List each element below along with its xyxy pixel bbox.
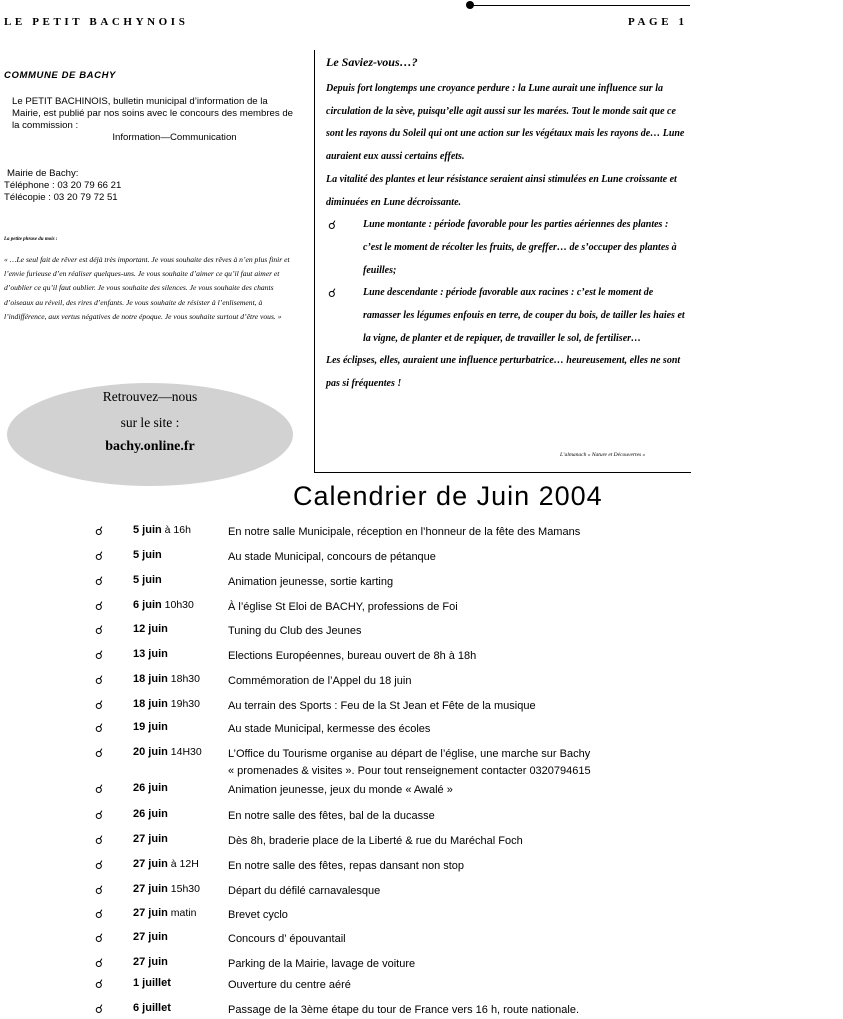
saviez-paragraph-3: Les éclipses, elles, auraient une influence perturbatrice… heureusement, elles ne sont pas si fréquentes !	[326, 355, 681, 390]
bullet-mark-icon: ☌	[328, 218, 337, 233]
mairie-contact	[4, 168, 121, 204]
bullet-mark-icon: ☌	[95, 599, 104, 613]
event-time: 19h30	[167, 698, 200, 710]
bullet-mark-icon: ☌	[95, 721, 104, 735]
calendar-event-row	[0, 623, 843, 643]
calendar-event-row	[0, 907, 843, 927]
event-description: Animation jeunesse, jeux du monde « Awalé »	[228, 784, 453, 796]
quote-title: La petite phrase du mois :	[4, 237, 58, 242]
event-date: 27 juin à 12H	[133, 858, 199, 870]
saviez-vous-title: Le Saviez-vous…?	[326, 55, 418, 69]
calendar-event-row	[0, 574, 843, 594]
event-description: Concours d’ épouvantail	[228, 933, 346, 945]
event-date: 5 juin	[133, 574, 162, 586]
bullet-mark-icon: ☌	[95, 977, 104, 991]
calendar-event-row	[0, 549, 843, 569]
event-description: Au stade Municipal, kermesse des écoles	[228, 723, 431, 735]
calendar-event-row	[0, 808, 843, 828]
event-date: 27 juin matin	[133, 907, 197, 919]
event-time: 10h30	[161, 599, 194, 611]
header-rule	[470, 5, 690, 6]
event-description: En notre salle Municipale, réception en l’honneur de la fête des Mamans	[228, 526, 581, 538]
calendar-event-row	[0, 782, 843, 802]
event-description: Passage de la 3ème étape du tour de France vers 16 h, route nationale.	[228, 1004, 580, 1016]
bullet-mark-icon: ☌	[95, 858, 104, 872]
event-date: 5 juin	[133, 549, 162, 561]
event-time: à 16h	[161, 524, 191, 536]
calendar-event-row	[0, 977, 843, 997]
website-url[interactable]: bachy.online.fr	[105, 439, 195, 454]
bullet-mark-icon: ☌	[95, 782, 104, 796]
mairie-label: Mairie de Bachy:	[7, 168, 79, 179]
event-description: Au stade Municipal, concours de pétanque	[228, 551, 436, 563]
website-line-1: Retrouvez—nous	[102, 389, 198, 404]
saviez-bullet-1	[326, 214, 686, 282]
masthead: LE PETIT BACHYNOIS	[4, 16, 189, 28]
event-time: 14H30	[167, 746, 202, 758]
event-date: 27 juin	[133, 956, 168, 968]
calendar-event-row	[0, 883, 843, 903]
event-time: à 12H	[167, 858, 199, 870]
event-description: Parking de la Mairie, lavage de voiture	[228, 958, 416, 970]
event-description-continued: « promenades & visites ». Pour tout renseignement contacter 0320794615	[228, 765, 591, 777]
event-date: 13 juin	[133, 648, 168, 660]
saviez-bullet-2-text: Lune descendante : période favorable aux racines : c’est le moment de ramasser les légumes enfouis en terre, de couper du bois, de tailler les haies et la vigne, de planter et de repiquer, de travailler le sol, de fertiliser…	[363, 287, 685, 344]
event-description: Au terrain des Sports : Feu de la St Jean et Fête de la musique	[228, 700, 536, 712]
calendar-event-row	[0, 673, 843, 693]
bullet-mark-icon: ☌	[95, 524, 104, 538]
bulletin-intro	[12, 96, 297, 144]
bullet-mark-icon: ☌	[95, 931, 104, 945]
calendar-event-row	[0, 698, 843, 718]
event-description: Brevet cyclo	[228, 909, 288, 921]
bullet-mark-icon: ☌	[328, 286, 337, 301]
event-date: 5 juin à 16h	[133, 524, 191, 536]
bullet-mark-icon: ☌	[95, 808, 104, 822]
calendar-event-row	[0, 746, 843, 777]
bullet-mark-icon: ☌	[95, 883, 104, 897]
event-description: Dès 8h, braderie place de la Liberté & rue du Maréchal Foch	[228, 835, 523, 847]
calendar-title: Calendrier de Juin 2004	[293, 481, 603, 511]
event-description: Tuning du Club des Jeunes	[228, 625, 362, 637]
event-date: 1 juillet	[133, 977, 171, 989]
event-date: 26 juin	[133, 782, 168, 794]
event-date: 20 juin 14H30	[133, 746, 202, 758]
event-description: Commémoration de l’Appel du 18 juin	[228, 675, 412, 687]
commission-name: Information—Communication	[112, 132, 237, 143]
calendar-event-row	[0, 858, 843, 878]
event-description: En notre salle des fêtes, bal de la ducasse	[228, 810, 435, 822]
bullet-mark-icon: ☌	[95, 833, 104, 847]
mairie-telecopie: Télécopie : 03 20 79 72 51	[4, 192, 118, 203]
bullet-mark-icon: ☌	[95, 907, 104, 921]
calendar-event-row	[0, 1002, 843, 1019]
bullet-mark-icon: ☌	[95, 648, 104, 662]
event-date: 6 juin 10h30	[133, 599, 194, 611]
bullet-mark-icon: ☌	[95, 549, 104, 563]
mairie-telephone: Téléphone : 03 20 79 66 21	[4, 180, 122, 191]
commune-title: COMMUNE DE BACHY	[4, 70, 116, 81]
bullet-mark-icon: ☌	[95, 956, 104, 970]
event-description: En notre salle des fêtes, repas dansant non stop	[228, 860, 465, 872]
event-description: À l’église St Eloi de BACHY, professions de Foi	[228, 601, 458, 613]
bulletin-intro-text: Le PETIT BACHINOIS, bulletin municipal d’information de la Mairie, est publié par nos soins avec le concours des membres de la commission :	[12, 96, 294, 131]
event-date: 26 juin	[133, 808, 168, 820]
bullet-mark-icon: ☌	[95, 698, 104, 712]
event-date: 27 juin	[133, 931, 168, 943]
event-date: 18 juin 18h30	[133, 673, 200, 685]
event-date: 12 juin	[133, 623, 168, 635]
bullet-mark-icon: ☌	[95, 1002, 104, 1016]
calendar-event-row	[0, 931, 843, 951]
event-description: Ouverture du centre aéré	[228, 979, 351, 991]
bullet-mark-icon: ☌	[95, 673, 104, 687]
saviez-bullet-2	[326, 282, 686, 350]
calendar-event-row	[0, 648, 843, 668]
event-description: Elections Européennes, bureau ouvert de 8h à 18h	[228, 650, 477, 662]
calendar-event-row	[0, 599, 843, 619]
bullet-mark-icon: ☌	[95, 746, 104, 760]
event-description: L’Office du Tourisme organise au départ de l’église, une marche sur Bachy « promenades & visites ». Pour tout renseignement contacter 0320794615	[228, 746, 668, 780]
bullet-mark-icon: ☌	[95, 574, 104, 588]
event-time: matin	[167, 907, 197, 919]
calendar-event-row	[0, 833, 843, 853]
calendar-event-row	[0, 956, 843, 976]
event-date: 19 juin	[133, 721, 168, 733]
calendar-event-row	[0, 524, 843, 544]
saviez-paragraph-2: La vitalité des plantes et leur résistance seraient ainsi stimulées en Lune croissante et diminuées en Lune décroissante.	[326, 173, 677, 208]
event-date: 27 juin	[133, 833, 168, 845]
event-date: 27 juin 15h30	[133, 883, 200, 895]
page-number: PAGE 1	[628, 16, 688, 28]
website-line-2: sur le site :	[120, 415, 180, 430]
event-date: 18 juin 19h30	[133, 698, 200, 710]
quote-text: « …Le seul fait de rêver est déjà très important. Je vous souhaite des rêves à n’en plus finir et l’envie furieuse d’en réaliser quelques-uns. Je vous souhaite d’aimer ce qu’il faut aimer et d’oublier ce qu’il faut oublier. Je vous souhaite des silences. Je vous souhaite des chants d’oiseaux au réveil, des rires d’enfants. Je vous souhaite de résister à l’enlisement, à l’indifférence, aux vertus négatives de notre époque. Je vous souhaite surtout d’être vous. »	[4, 255, 290, 321]
event-date: 6 juillet	[133, 1002, 171, 1014]
bullet-mark-icon: ☌	[95, 623, 104, 637]
calendar-event-row	[0, 721, 843, 741]
saviez-vous-body	[326, 78, 686, 396]
event-description: Départ du défilé carnavalesque	[228, 885, 381, 897]
saviez-paragraph-1: Depuis fort longtemps une croyance perdure : la Lune aurait une influence sur la circulation de la sève, puisqu’elle agit aussi sur les marées. Tout le monde sait que ce sont les rayons du Soleil qui ont une action sur les végétaux mais les rayons de… Lune auraient eux aussi certains effets.	[326, 83, 685, 163]
event-description: Animation jeunesse, sortie karting	[228, 576, 394, 588]
saviez-source: L’almanach « Nature et Découvertes »	[560, 452, 646, 458]
saviez-bullet-1-text: Lune montante : période favorable pour les parties aériennes des plantes : c’est le moment de récolter les fruits, de greffer… de s’occuper des plantes à feuilles;	[363, 219, 677, 276]
website-oval	[7, 383, 293, 486]
event-time: 18h30	[167, 673, 200, 685]
event-time: 15h30	[167, 883, 200, 895]
